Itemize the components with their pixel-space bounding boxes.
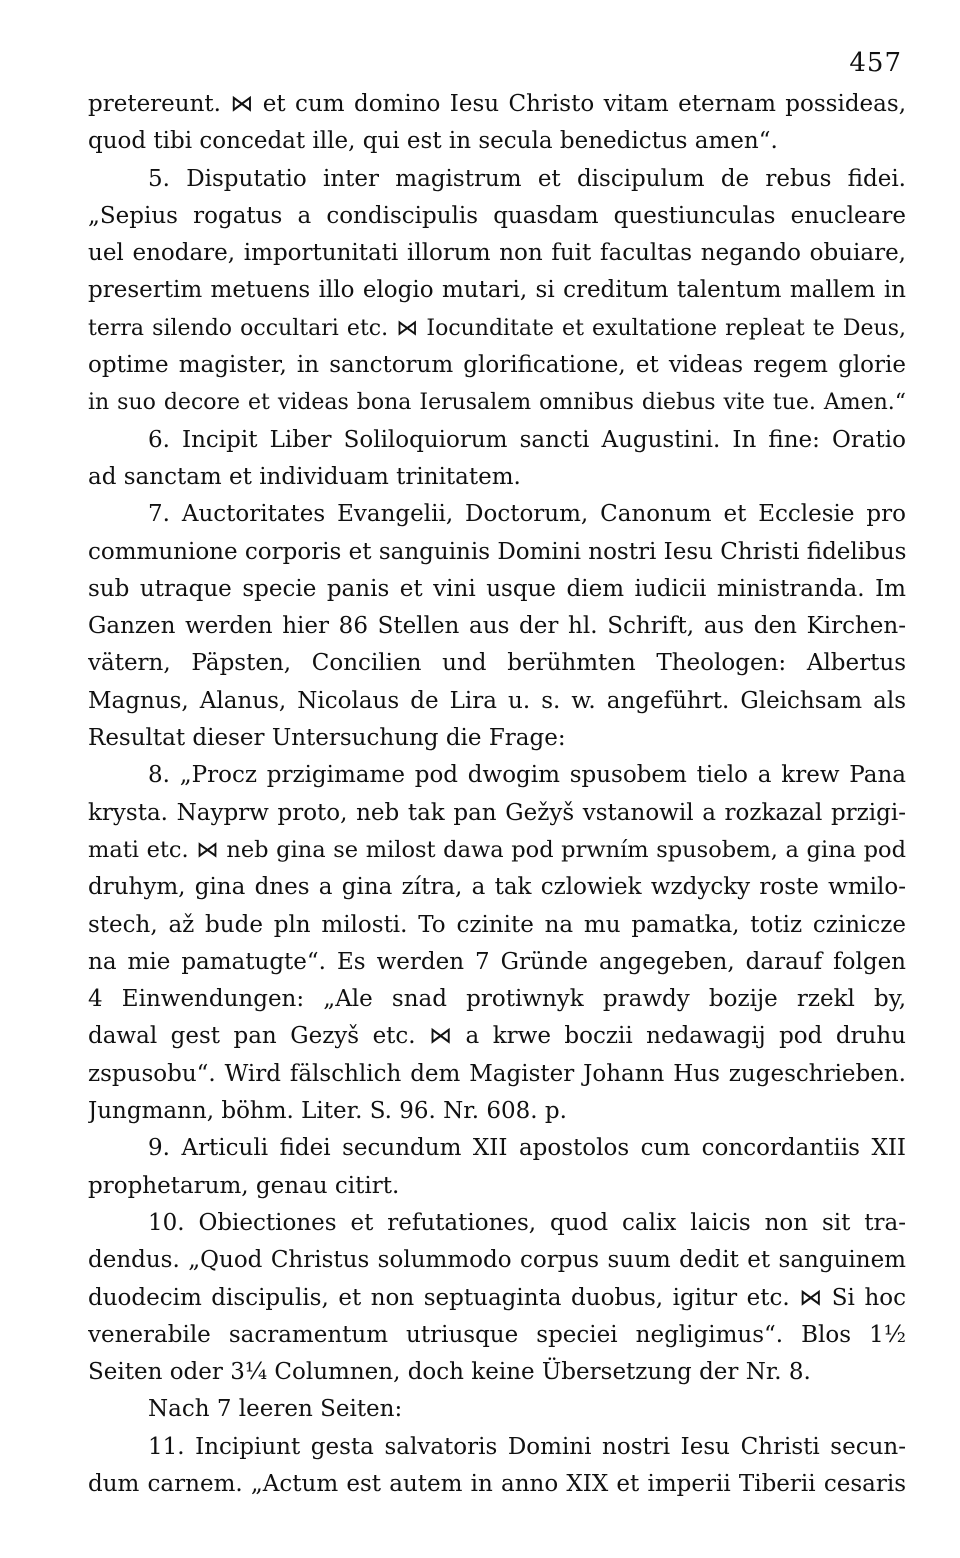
text-line: venerabile sacramentum utriusque speciei negligimus“. Blos 1½ — [88, 1321, 906, 1348]
text-line: Resultat dieser Untersuchung die Frage: — [88, 725, 566, 752]
text-line: in suo decore et videas bona Ierusalem omnibus diebus vite tue. Amen.“ — [88, 390, 906, 416]
text-line: sub utraque specie panis et vini usque diem iudicii ministranda. Im — [88, 575, 906, 602]
text-line: Ganzen werden hier 86 Stellen aus der hl. Schrift, aus den Kirchen- — [88, 613, 906, 640]
text-line: mati etc. ⋈ neb gina se milost dawa pod prwním spusobem, a gina pod — [88, 836, 906, 863]
text-line: presertim metuens illo elogio mutari, si creditum talentum mallem in — [88, 277, 906, 304]
text-line: optime magister, in sanctorum glorificatione, et videas regem glorie — [88, 352, 906, 379]
text-line: pretereunt. ⋈ et cum domino Iesu Christo vitam eternam possideas, — [88, 91, 906, 117]
text-line: dendus. „Quod Christus solummodo corpus suum dedit et sanguinem — [88, 1247, 906, 1274]
text-line: dum carnem. „Actum est autem in anno XIX et imperii Tiberii cesaris — [88, 1470, 906, 1497]
text-line: druhym, gina dnes a gina zítra, a tak czlowiek wzdycky roste wmilo- — [88, 874, 906, 901]
text-line: dawal gest pan Gezyš etc. ⋈ a krwe boczii nedawagij pod druhu — [88, 1023, 906, 1050]
text-line: 9. Articuli fidei secundum XII apostolos cum concordantiis XII — [148, 1135, 906, 1162]
text-line: vätern, Päpsten, Concilien und berühmten Theologen: Albertus — [88, 650, 906, 677]
text-line: 6. Incipit Liber Soliloquiorum sancti Augustini. In fine: Oratio — [148, 426, 906, 453]
text-line: Nach 7 leeren Seiten: — [148, 1396, 403, 1423]
page-number: 457 — [849, 48, 902, 78]
text-line: Jungmann, böhm. Liter. S. 96. Nr. 608. p. — [88, 1098, 567, 1125]
text-line: prophetarum, genau citirt. — [88, 1172, 400, 1199]
text-line: 5. Disputatio inter magistrum et discipulum de rebus fidei. — [148, 165, 906, 192]
text-line: 8. „Procz przigimame pod dwogim spusobem tielo a krew Pana — [148, 762, 906, 789]
text-line: ad sanctam et individuam trinitatem. — [88, 463, 521, 490]
text-line: 4 Einwendungen: „Ale snad protiwnyk prawdy bozije rzekl by, — [88, 986, 906, 1013]
text-line: 7. Auctoritates Evangelii, Doctorum, Canonum et Ecclesie pro — [148, 501, 906, 528]
text-line: stech, až bude pln milosti. To czinite na mu pamatka, totiz czinicze — [88, 911, 906, 938]
text-line: na mie pamatugte“. Es werden 7 Gründe angegeben, darauf folgen — [88, 948, 906, 975]
text-line: 11. Incipiunt gesta salvatoris Domini nostri Iesu Christi secun- — [148, 1433, 906, 1460]
text-line: 10. Obiectiones et refutationes, quod calix laicis non sit tra- — [148, 1209, 906, 1236]
text-line: terra silendo occultari etc. ⋈ Iocunditate et exultatione repleat te Deus, — [88, 315, 906, 341]
text-line: Seiten oder 3¼ Columnen, doch keine Übersetzung der Nr. 8. — [88, 1359, 811, 1386]
body-text — [88, 86, 906, 1503]
text-line: Magnus, Alanus, Nicolaus de Lira u. s. w. angeführt. Gleichsam als — [88, 687, 906, 714]
text-line: quod tibi concedat ille, qui est in secula benedictus amen“. — [88, 128, 778, 155]
text-line: krysta. Nayprw proto, neb tak pan Gežyš vstanowil a rozkazal przigi- — [88, 799, 906, 826]
text-line: uel enodare, importunitati illorum non fuit facultas negando obuiare, — [88, 240, 906, 267]
text-line: communione corporis et sanguinis Domini nostri Iesu Christi fidelibus — [88, 538, 906, 565]
text-line: zspusobu“. Wird fälschlich dem Magister Johann Hus zugeschrieben. — [88, 1060, 906, 1087]
text-line: duodecim discipulis, et non septuaginta duobus, igitur etc. ⋈ Si hoc — [88, 1284, 906, 1311]
text-line: „Sepius rogatus a condiscipulis quasdam questiunculas enucleare — [88, 202, 906, 229]
